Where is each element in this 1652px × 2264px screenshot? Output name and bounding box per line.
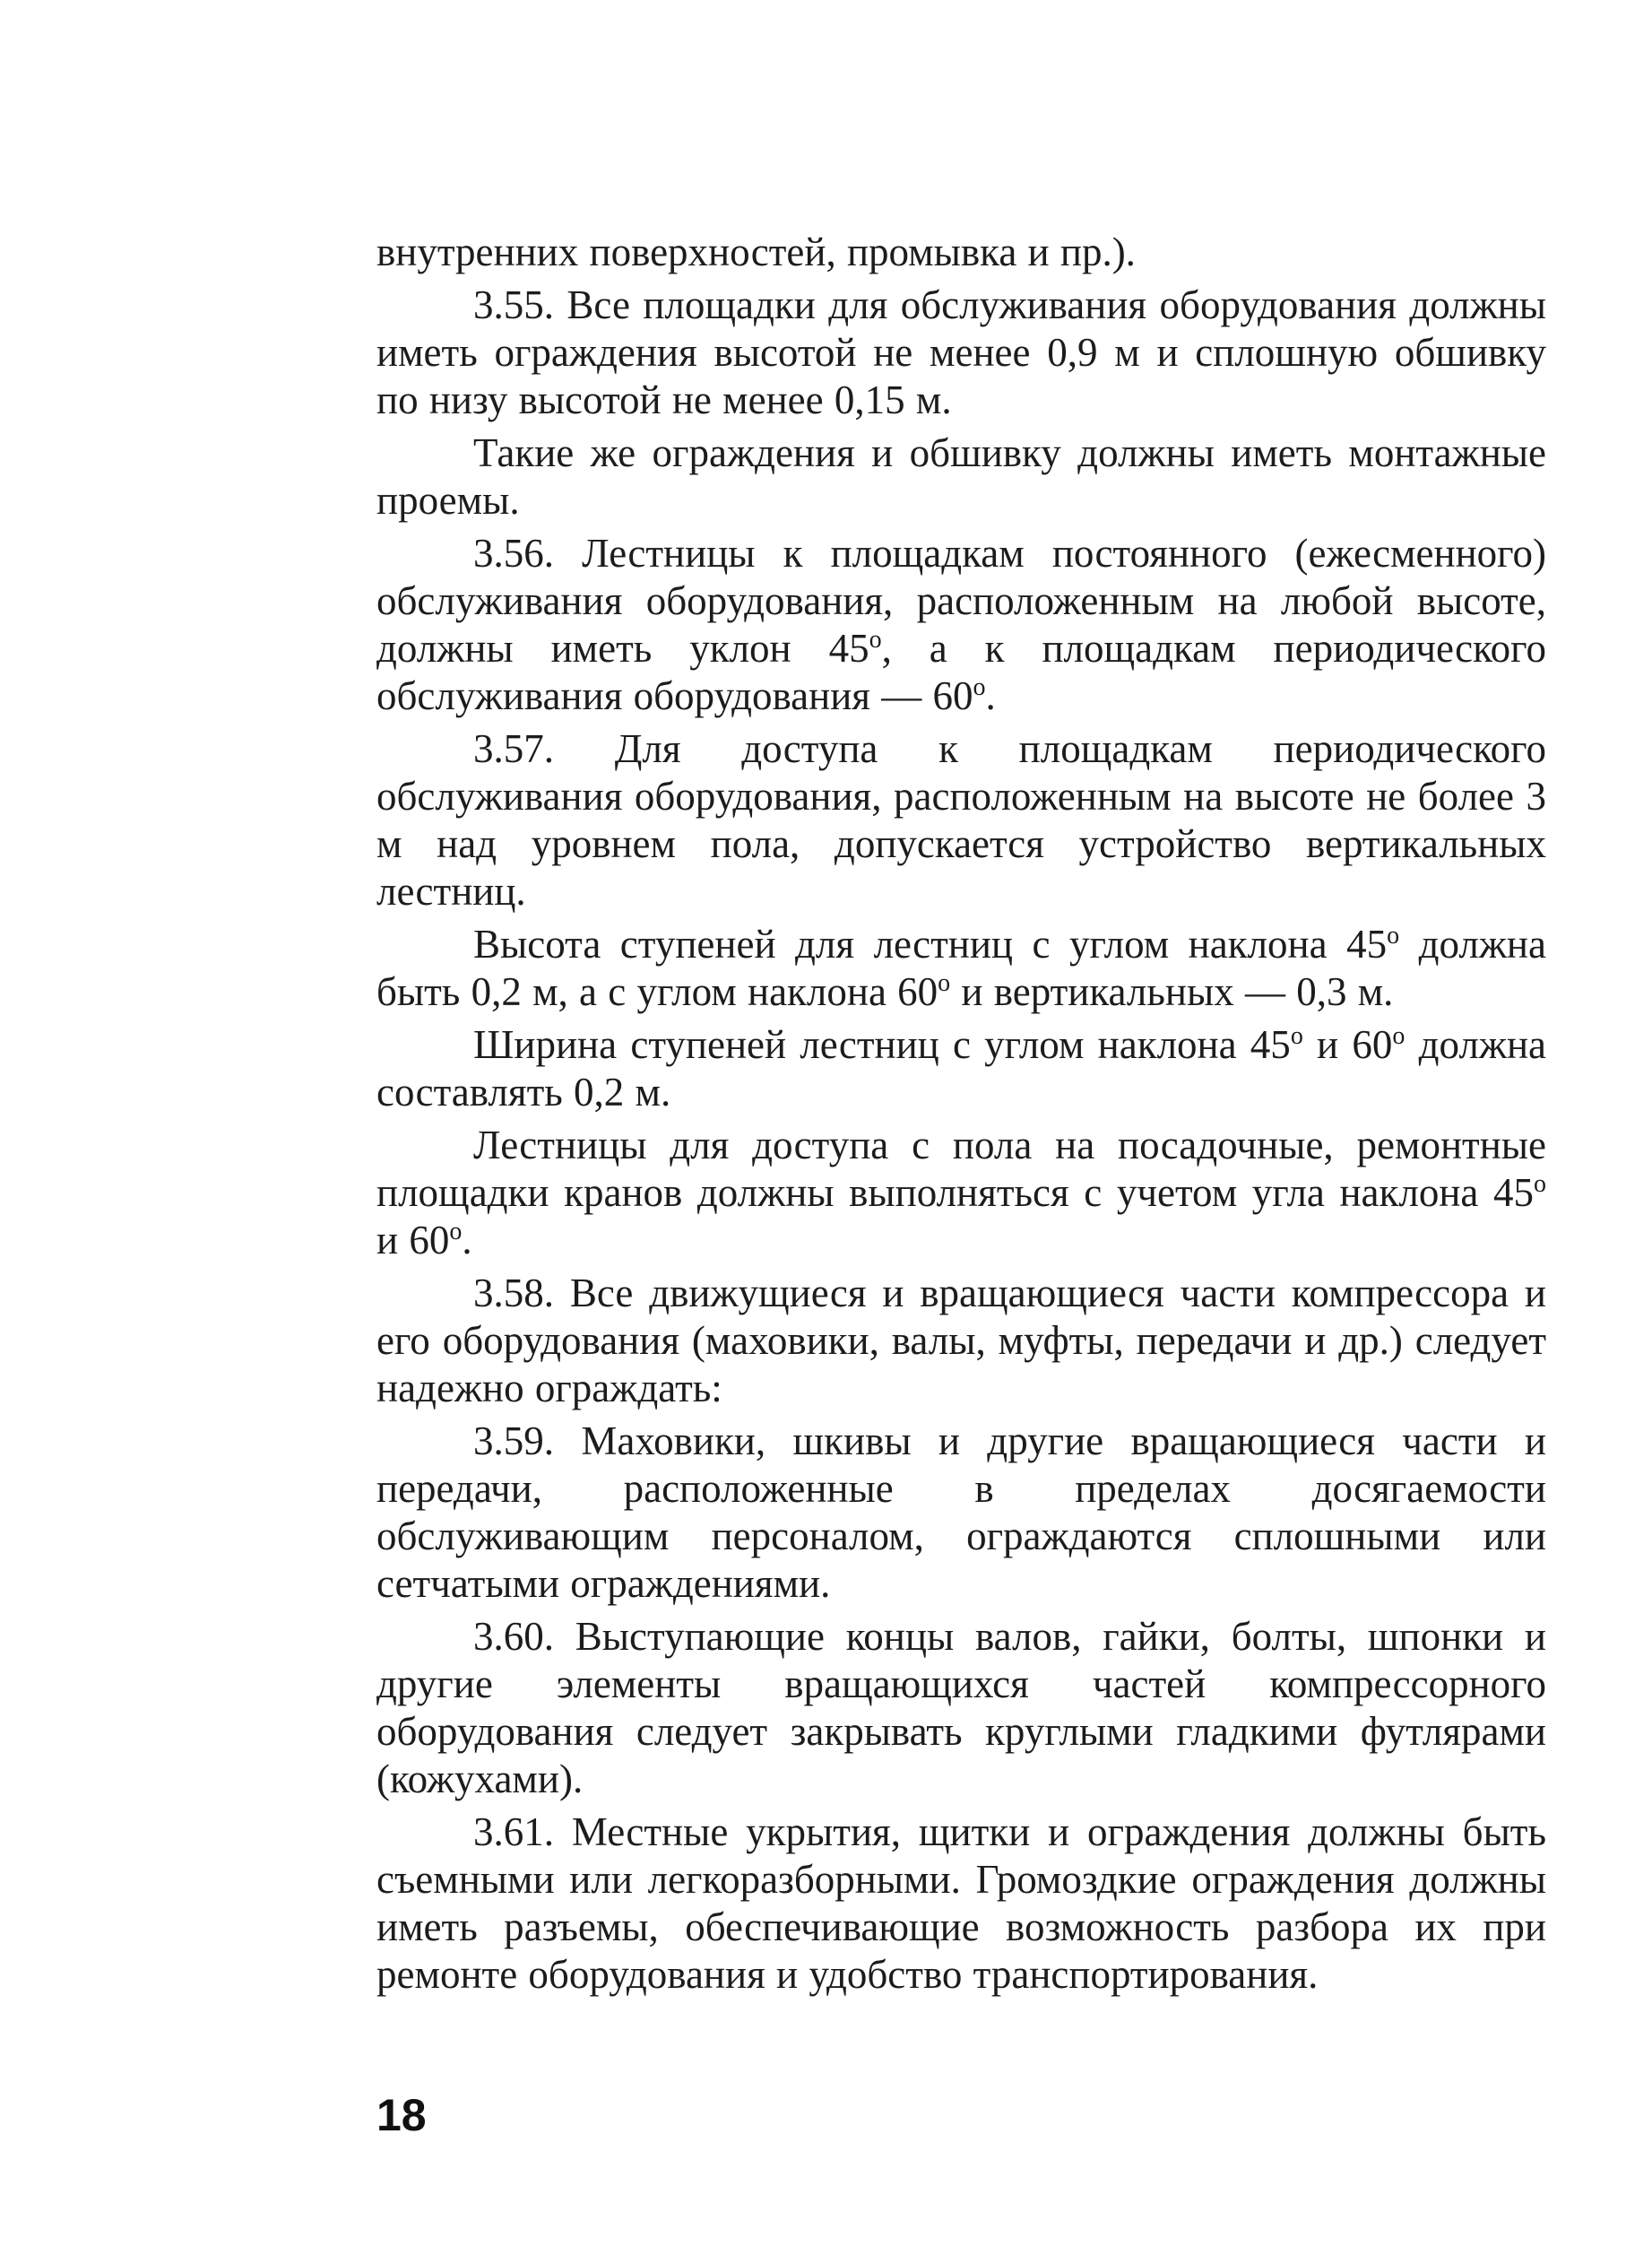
paragraph-3-55: [376, 282, 1546, 424]
page-number: 18: [376, 2090, 427, 2140]
paragraph-3-56: [376, 530, 1546, 720]
paragraph-text: Высота ступеней для лестниц с углом наклона 45: [473, 922, 1388, 967]
paragraph-text: должна составлять 0,2 м.: [376, 1022, 1546, 1115]
paragraph-text: .: [462, 1218, 472, 1262]
paragraph-text: и 60: [1302, 1022, 1393, 1067]
paragraph-text: Лестницы для доступа с пола на посадочные, ремонтные площадки кранов должны выполняться с учетом угла наклона 45: [376, 1123, 1546, 1215]
paragraph-step-width: [376, 1021, 1546, 1116]
paragraph-text: 3.59. Маховики, шкивы и другие вращающиеся части и передачи, расположенные в пределах досягаемости обслуживающим персоналом, ограждаются сплошными или сетчатыми ограждениями.: [376, 1418, 1546, 1606]
paragraph-continuation: [376, 229, 1546, 276]
degree-sign: o: [1290, 1022, 1303, 1050]
paragraph-3-61: [376, 1809, 1546, 1999]
paragraph-text: 3.61. Местные укрытия, щитки и ограждения должны быть съемными или легкоразборными. Громоздкие ограждения должны иметь разъемы, обеспечивающие возможность разбора их при ремонте оборудования и удобство транспортирования.: [376, 1809, 1546, 1997]
degree-sign: o: [1534, 1170, 1546, 1198]
paragraph-text: должна быть 0,2 м, а с углом наклона 60: [376, 922, 1546, 1014]
paragraph-3-60: [376, 1613, 1546, 1803]
paragraph-3-58: [376, 1270, 1546, 1412]
paragraph-text: , а к площадкам периодического обслуживания оборудования — 60: [376, 626, 1546, 718]
paragraph-text: .: [985, 673, 996, 718]
paragraph-text: Ширина ступеней лестниц с углом наклона 45: [473, 1022, 1291, 1067]
paragraph-step-height: [376, 921, 1546, 1016]
degree-sign: o: [973, 673, 986, 701]
paragraph-text: внутренних поверхностей, промывка и пр.).: [376, 230, 1136, 274]
paragraph-3-59: [376, 1418, 1546, 1608]
degree-sign: o: [1392, 1022, 1405, 1050]
degree-sign: o: [938, 969, 951, 997]
degree-sign: o: [449, 1218, 463, 1245]
paragraph-text: 3.55. Все площадки для обслуживания оборудования должны иметь ограждения высотой не менее 0,9 м и сплошную обшивку по низу высотой не менее 0,15 м.: [376, 282, 1546, 422]
paragraph-3-57: [376, 725, 1546, 915]
paragraph-text: и 60: [376, 1218, 450, 1262]
degree-sign: o: [869, 626, 882, 654]
paragraph-text: 3.58. Все движущиеся и вращающиеся части компрессора и его оборудования (маховики, валы, муфты, передачи и др.) следует надежно ограждать:: [376, 1271, 1546, 1410]
degree-sign: o: [1387, 922, 1400, 950]
paragraph-text: 3.57. Для доступа к площадкам периодического обслуживания оборудования, расположенным на высоте не более 3 м над уровнем пола, допускается устройство вертикальных лестниц.: [376, 726, 1546, 914]
paragraph-text: 3.60. Выступающие концы валов, гайки, болты, шпонки и другие элементы вращающихся частей компрессорного оборудования следует закрывать круглыми гладкими футлярами (кожухами).: [376, 1614, 1546, 1801]
paragraph-3-55-continued: [376, 429, 1546, 525]
paragraph-text: 3.56. Лестницы к площадкам постоянного (ежесменного) обслуживания оборудования, расположенным на любой высоте, должны иметь уклон 45: [376, 531, 1546, 671]
paragraph-crane-ladders: [376, 1122, 1546, 1264]
paragraph-text: Такие же ограждения и обшивку должны иметь монтажные проемы.: [376, 430, 1546, 523]
paragraph-text: и вертикальных — 0,3 м.: [950, 969, 1394, 1014]
body-text: [376, 229, 1546, 2004]
